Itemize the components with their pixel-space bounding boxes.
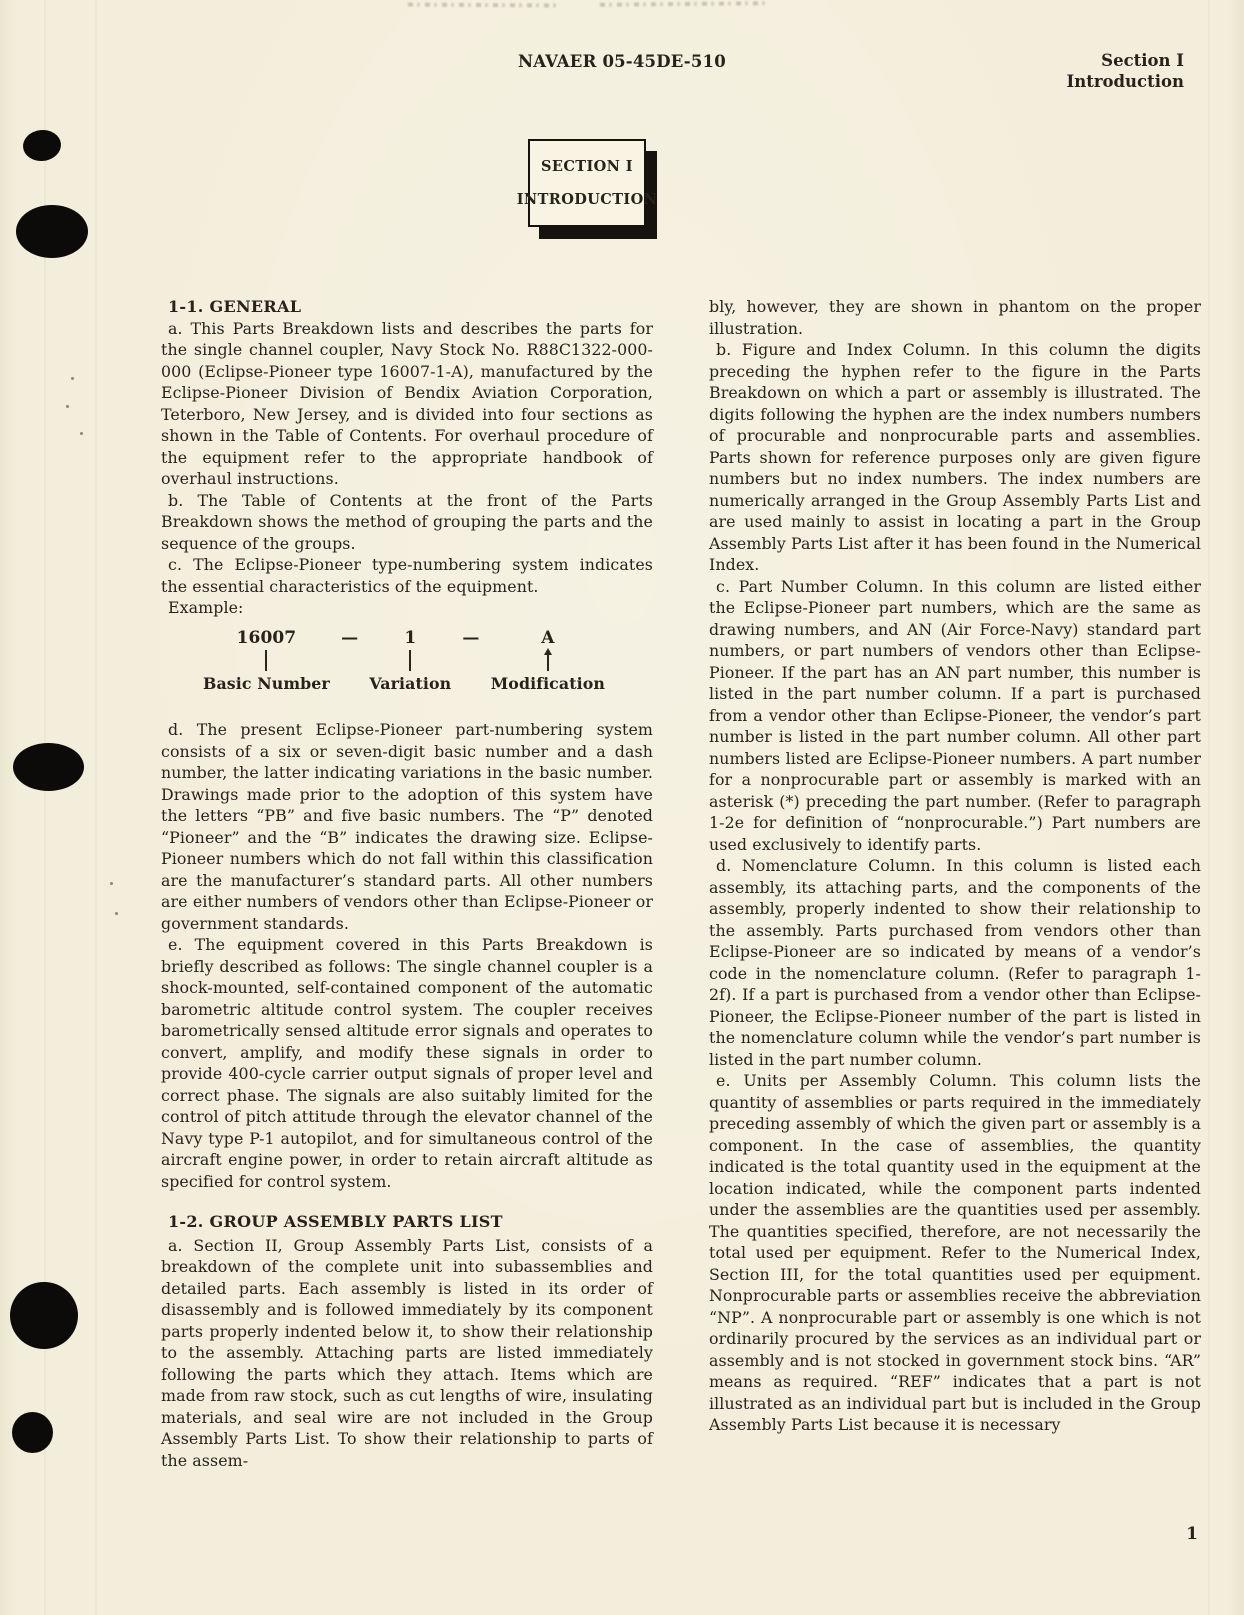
paper-speck [115,912,118,915]
diagram-variation [369,629,451,695]
header-section-label [1066,50,1184,92]
section-label: Section I [1101,51,1184,70]
connector-line [265,650,267,671]
binder-hole-mark [13,743,84,791]
diagram-basic-number [203,629,330,695]
dash-separator: — [462,627,480,648]
basic-number-label: Basic Number [203,673,330,693]
variation-value: 1 [404,627,417,648]
paragraph-1-2d: d. Nomenclature Column. In this column is listed each assembly, its attaching parts, and the components of the assembly, properly indented to show their relationship to the assembly. Parts purchased from vendors other than Eclipse-Pioneer are so indicated by means of a vendor’s code in the nomenclature column. (Refer to paragraph 1-2f). If a part is purchased from a vendor other than Eclipse-Pioneer, the Eclipse-Pioneer number of the part is listed in the nomenclature column while the vendor’s part number is listed in the part number column. [709,856,1201,1069]
scan-streak [95,0,97,1615]
section-sublabel: Introduction [1066,72,1184,91]
section-box-subtitle: INTRODUCTION [516,191,658,209]
example-label: Example: [168,598,244,617]
modification-label: Modification [490,673,605,693]
basic-number-value: 16007 [236,627,297,648]
paper-speck [66,405,69,408]
type-number-diagram [203,629,605,695]
binder-hole-mark [10,1282,78,1349]
paragraph-1-2a-continued: bly, however, they are shown in phantom on the proper illustration. [709,297,1201,338]
paragraph-1-1c: c. The Eclipse-Pioneer type-numbering system indicates the essential characteristics of the equipment. [161,555,653,596]
paragraph-1-2e: e. Units per Assembly Column. This column lists the quantity of assemblies or parts required in the immediately preceding assembly of which the given part or assembly is a component. In the case of assemblies, the quantity indicated is the total quantity used in the equipment at the location indicated, while the component parts indented under the assemblies are the quantities used per assembly. The quantities specified, therefore, are not necessarily the total used per equipment. Refer to the Numerical Index, Section III, for the total quantities used per equipment. Nonprocurable parts or assemblies receive the abbreviation “NP”. A nonprocurable part or assembly is one which is not ordinarily procured by the services as an individual part or assembly and is not stocked in government stock bins. “AR” means as required. “REF” indicates that a part is not illustrated as an individual part but is included in the Group Assembly Parts List because it is necessary [709,1071,1201,1434]
section-box-title: SECTION I [541,157,633,175]
connector-line [409,650,411,671]
heading-1-1-general: 1-1. GENERAL [168,297,302,316]
diagram-modification [491,629,605,695]
paragraph-1-2b: b. Figure and Index Column. In this column the digits preceding the hyphen refer to the figure in the Parts Breakdown on which a part or assembly is illustrated. The digits following the hyphen are the index numbers numbers of procurable and nonprocurable parts and assemblies. Parts shown for reference purposes only are given figure numbers but no index numbers. The index numbers are numerically arranged in the Group Assembly Parts List and are used mainly to assist in locating a part in the Group Assembly Parts List after it has been found in the Numerical Index. [709,340,1201,574]
variation-label: Variation [369,673,452,693]
paper-speck [110,882,113,885]
right-column [709,296,1201,1436]
binder-hole-mark [12,1412,53,1453]
heading-1-2-group-assembly: 1-2. GROUP ASSEMBLY PARTS LIST [168,1212,503,1231]
binder-hole-mark [21,128,62,163]
dash-separator: — [341,627,359,648]
pencil-marks [408,2,558,7]
scan-streak [1208,0,1210,1615]
paper-speck [80,432,83,435]
paragraph-1-1a: a. This Parts Breakdown lists and describes the parts for the single channel coupler, Navy Stock No. R88C1322-000-000 (Eclipse-Pioneer type 16007-1-A), manufactured by the Eclipse-Pioneer Division of Bendix Aviation Corporation, Teterboro, New Jersey, and is divided into four sections as shown in the Table of Contents. For overhaul procedure of the equipment refer to the appropriate handbook of overhaul instructions. [161,318,653,488]
section-title-box [516,139,658,227]
paper-speck [71,377,74,380]
paragraph-1-2a: a. Section II, Group Assembly Parts List, consists of a breakdown of the complete unit into subassemblies and detailed parts. Each assembly is listed in its order of disassembly and is followed immediately by its component parts properly indented below it, to show their relationship to the assembly. Attaching parts are listed immediately following the parts which they attach. Items which are made from raw stock, such as cut lengths of wire, insulating materials, and seal wire are not included in the Group Assembly Parts List. To show their relationship to parts of the assem- [161,1235,653,1470]
doc-number: NAVAER 05-45DE-510 [518,52,726,71]
page-number: 1 [1186,1524,1198,1544]
pencil-marks [600,1,765,6]
paragraph-1-1d: d. The present Eclipse-Pioneer part-numbering system consists of a six or seven-digit basic number and a dash number, the latter indicating variations in the basic number. Drawings made prior to the adoption of this system have the letters “PB” and five basic numbers. The “P” denoted “Pioneer” and the “B” indicates the drawing size. Eclipse-Pioneer numbers which do not fall within this classification are the manufacturer’s standard parts. All other numbers are either numbers of vendors other than Eclipse-Pioneer or government standards. [161,720,653,933]
paragraph-1-2c: c. Part Number Column. In this column are listed either the Eclipse-Pioneer part numbers, which are the same as drawing numbers, and AN (Air Force-Navy) standard part numbers, or part numbers of vendors other than Eclipse-Pioneer. If the part has an AN part number, this number is listed in the part number column. If a part is purchased from a vendor other than Eclipse-Pioneer, the vendor’s part number is listed in the part number column. All other part numbers listed are Eclipse-Pioneer numbers. A part number for a nonprocurable part or assembly is marked with an asterisk (*) preceding the part number. (Refer to paragraph 1-2e for definition of “nonprocurable.”) Part numbers are used exclusively to identify parts. [709,576,1201,854]
modification-value: A [541,627,555,648]
connector-arrow-line [547,650,549,671]
left-column [161,296,653,1471]
paragraph-1-1e: e. The equipment covered in this Parts Breakdown is briefly described as follows: The single channel coupler is a shock-mounted, self-contained component of the automatic barometric altitude control system. The coupler receives barometrically sensed altitude error signals and operates to convert, amplify, and modify these signals in order to provide 400-cycle carrier output signals of proper level and correct phase. The signals are also suitably limited for the control of pitch attitude through the elevator channel of the Navy type P-1 autopilot, and for simultaneous control of the aircraft engine power, in order to retain aircraft altitude as specified for control system. [161,935,653,1191]
paragraph-1-1b: b. The Table of Contents at the front of the Parts Breakdown shows the method of grouping the parts and the sequence of the groups. [161,490,653,553]
binder-hole-mark [16,205,88,258]
